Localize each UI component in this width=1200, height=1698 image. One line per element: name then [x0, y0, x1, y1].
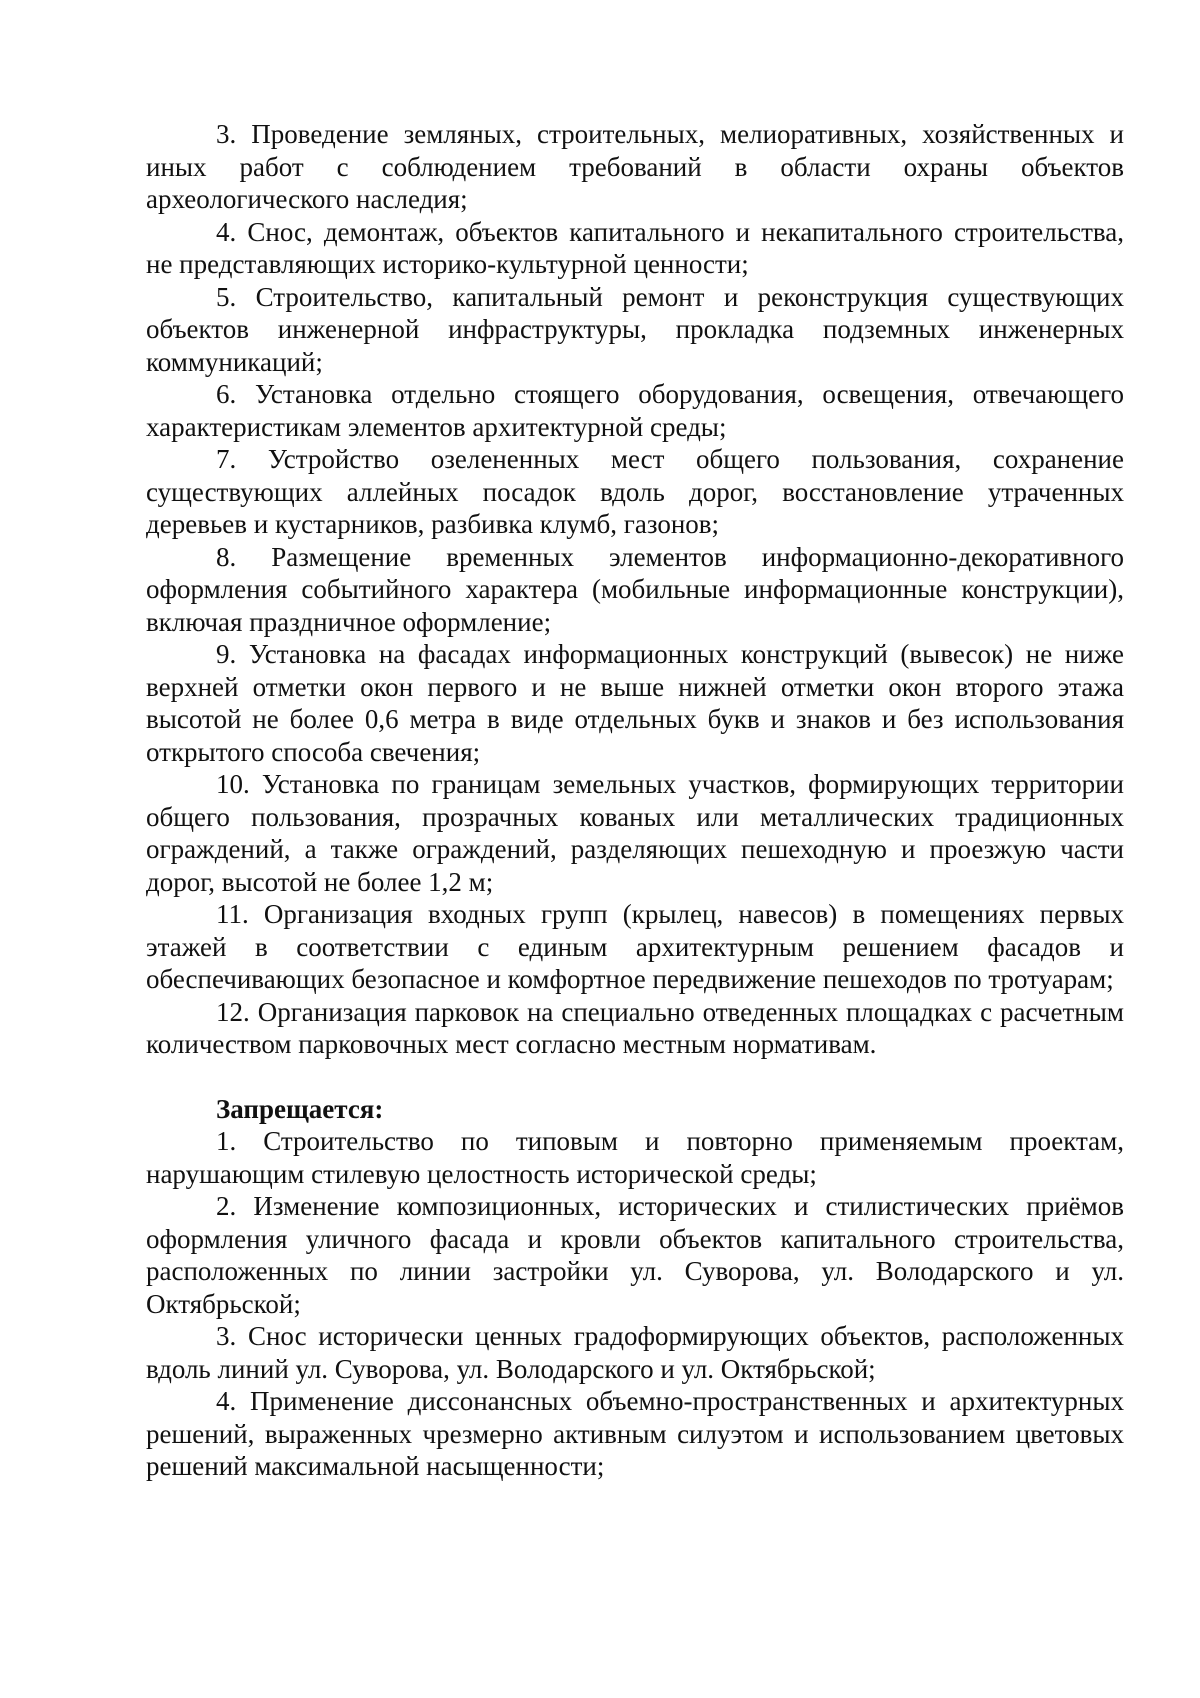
allowed-item-4: 4. Снос, демонтаж, объектов капитального и некапитального строительства, не представляющих историко-культурной ценности;: [146, 216, 1124, 279]
document-body: [146, 118, 1124, 1483]
prohibited-item-3: 3. Снос исторически ценных градоформирующих объектов, расположенных вдоль линий ул. Суворова, ул. Володарского и ул. Октябрьской;: [146, 1321, 1124, 1384]
section-spacer: [146, 1061, 1124, 1093]
allowed-item-3: 3. Проведение земляных, строительных, мелиоративных, хозяйственных и иных работ с соблюдением требований в области охраны объектов археологического наследия;: [146, 119, 1124, 214]
allowed-item-5: 5. Строительство, капитальный ремонт и реконструкция существующих объектов инженерной инфраструктуры, прокладка подземных инженерных коммуникаций;: [146, 281, 1124, 377]
prohibited-item-2: 2. Изменение композиционных, исторических и стилистических приёмов оформления уличного фасада и кровли объектов капитального строительства, расположенных по линии застройки ул. Суворова, ул. Володарского и ул. Октябрьской;: [146, 1191, 1124, 1319]
allowed-item-6: 6. Установка отдельно стоящего оборудования, освещения, отвечающего характеристикам элементов архитектурной среды;: [146, 379, 1124, 442]
allowed-item-9: 9. Установка на фасадах информационных конструкций (вывесок) не ниже верхней отметки окон первого и не выше нижней отметки окон второго этажа высотой не более 0,6 метра в виде отдельных букв и знаков и без использования открытого способа свечения;: [146, 639, 1124, 767]
prohibited-item-1: 1. Строительство по типовым и повторно применяемым проектам, нарушающим стилевую целостность исторической среды;: [146, 1126, 1124, 1189]
allowed-item-12: 12. Организация парковок на специально отведенных площадках с расчетным количеством парковочных мест согласно местным нормативам.: [146, 996, 1124, 1059]
allowed-item-10: 10. Установка по границам земельных участков, формирующих территории общего пользования, прозрачных кованых или металлических традиционных ограждений, а также ограждений, разделяющих пешеходную и проезжую части дорог, высотой не более 1,2 м;: [146, 769, 1124, 897]
prohibited-item-4: 4. Применение диссонансных объемно-пространственных и архитектурных решений, выраженных чрезмерно активным силуэтом и использованием цветовых решений максимальной насыщенности;: [146, 1386, 1124, 1481]
allowed-item-8: 8. Размещение временных элементов информационно-декоративного оформления событийного характера (мобильные информационные конструкции), включая праздничное оформление;: [146, 541, 1124, 637]
prohibited-heading: Запрещается:: [216, 1093, 384, 1124]
allowed-item-11: 11. Организация входных групп (крылец, навесов) в помещениях первых этажей в соответствии с единым архитектурным решением фасадов и обеспечивающих безопасное и комфортное передвижение пешеходов по тротуарам;: [146, 899, 1124, 994]
allowed-item-7: 7. Устройство озелененных мест общего пользования, сохранение существующих аллейных посадок вдоль дорог, восстановление утраченных деревьев и кустарников, разбивка клумб, газонов;: [146, 444, 1124, 539]
